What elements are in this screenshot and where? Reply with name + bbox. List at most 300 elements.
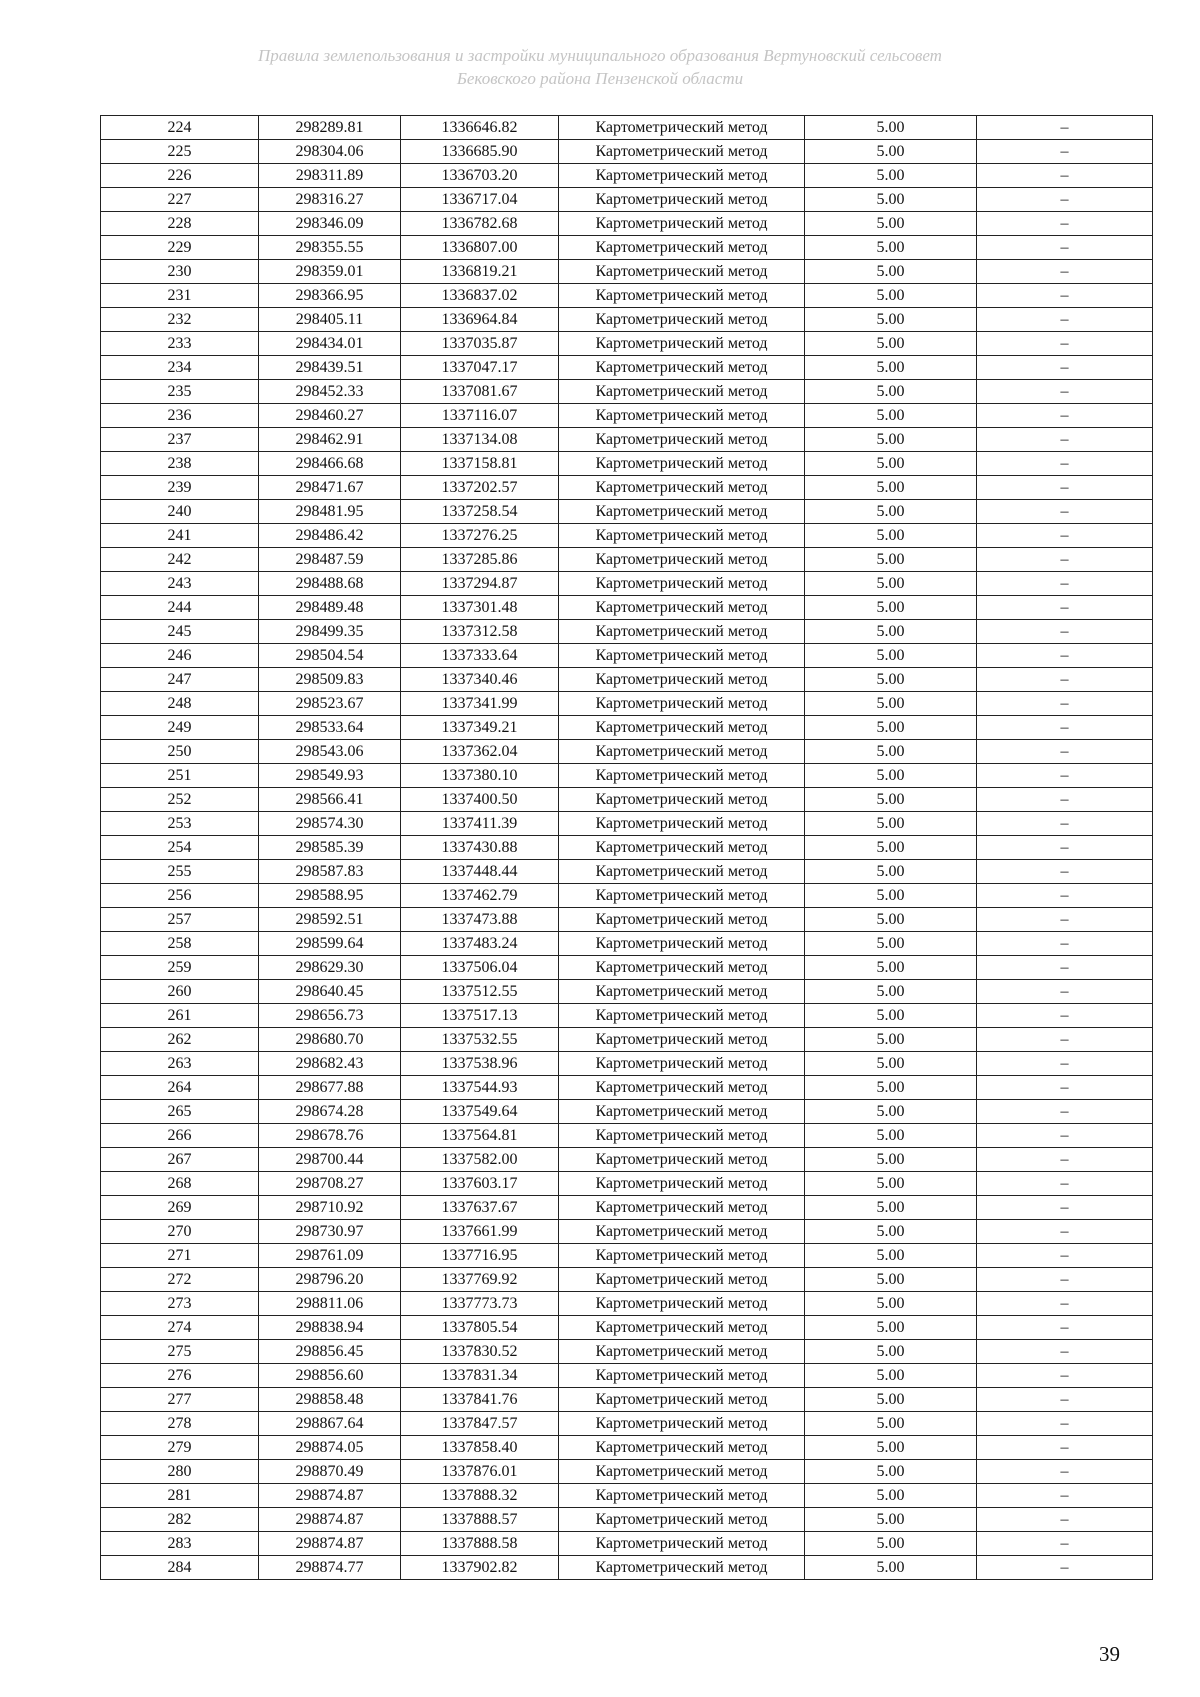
point-number-cell: 272 [101, 1268, 259, 1292]
point-number-cell: 277 [101, 1388, 259, 1412]
method-cell: Картометрический метод [559, 356, 805, 380]
note-cell: – [977, 1556, 1153, 1580]
x-coordinate-cell: 298466.68 [259, 452, 401, 476]
accuracy-cell: 5.00 [805, 1508, 977, 1532]
method-cell: Картометрический метод [559, 692, 805, 716]
accuracy-cell: 5.00 [805, 1148, 977, 1172]
y-coordinate-cell: 1337400.50 [401, 788, 559, 812]
accuracy-cell: 5.00 [805, 1412, 977, 1436]
document-header [100, 44, 1100, 90]
note-cell: – [977, 836, 1153, 860]
y-coordinate-cell: 1337430.88 [401, 836, 559, 860]
header-line-2: Бековского района Пензенской области [456, 69, 744, 88]
method-cell: Картометрический метод [559, 1412, 805, 1436]
table-row [101, 212, 1153, 236]
x-coordinate-cell: 298439.51 [259, 356, 401, 380]
y-coordinate-cell: 1337448.44 [401, 860, 559, 884]
method-cell: Картометрический метод [559, 212, 805, 236]
note-cell: – [977, 812, 1153, 836]
y-coordinate-cell: 1337888.57 [401, 1508, 559, 1532]
accuracy-cell: 5.00 [805, 380, 977, 404]
x-coordinate-cell: 298838.94 [259, 1316, 401, 1340]
table-row [101, 548, 1153, 572]
table-row [101, 1556, 1153, 1580]
accuracy-cell: 5.00 [805, 860, 977, 884]
point-number-cell: 273 [101, 1292, 259, 1316]
y-coordinate-cell: 1337341.99 [401, 692, 559, 716]
method-cell: Картометрический метод [559, 1316, 805, 1340]
y-coordinate-cell: 1336807.00 [401, 236, 559, 260]
y-coordinate-cell: 1337285.86 [401, 548, 559, 572]
accuracy-cell: 5.00 [805, 620, 977, 644]
method-cell: Картометрический метод [559, 116, 805, 140]
note-cell: – [977, 332, 1153, 356]
x-coordinate-cell: 298523.67 [259, 692, 401, 716]
accuracy-cell: 5.00 [805, 1124, 977, 1148]
y-coordinate-cell: 1337841.76 [401, 1388, 559, 1412]
method-cell: Картометрический метод [559, 1124, 805, 1148]
accuracy-cell: 5.00 [805, 1100, 977, 1124]
table-row [101, 572, 1153, 596]
note-cell: – [977, 1364, 1153, 1388]
y-coordinate-cell: 1337158.81 [401, 452, 559, 476]
x-coordinate-cell: 298680.70 [259, 1028, 401, 1052]
table-row [101, 1364, 1153, 1388]
accuracy-cell: 5.00 [805, 1052, 977, 1076]
y-coordinate-cell: 1337047.17 [401, 356, 559, 380]
table-row [101, 1028, 1153, 1052]
table-row [101, 1508, 1153, 1532]
table-row [101, 884, 1153, 908]
y-coordinate-cell: 1337462.79 [401, 884, 559, 908]
note-cell: – [977, 1172, 1153, 1196]
method-cell: Картометрический метод [559, 1508, 805, 1532]
accuracy-cell: 5.00 [805, 188, 977, 212]
method-cell: Картометрический метод [559, 1028, 805, 1052]
point-number-cell: 282 [101, 1508, 259, 1532]
note-cell: – [977, 164, 1153, 188]
x-coordinate-cell: 298471.67 [259, 476, 401, 500]
x-coordinate-cell: 298574.30 [259, 812, 401, 836]
note-cell: – [977, 1220, 1153, 1244]
coordinates-table-body [101, 116, 1153, 1580]
x-coordinate-cell: 298656.73 [259, 1004, 401, 1028]
point-number-cell: 239 [101, 476, 259, 500]
x-coordinate-cell: 298355.55 [259, 236, 401, 260]
table-row [101, 1388, 1153, 1412]
x-coordinate-cell: 298499.35 [259, 620, 401, 644]
method-cell: Картометрический метод [559, 1364, 805, 1388]
note-cell: – [977, 1004, 1153, 1028]
point-number-cell: 227 [101, 188, 259, 212]
table-row [101, 404, 1153, 428]
x-coordinate-cell: 298674.28 [259, 1100, 401, 1124]
x-coordinate-cell: 298874.05 [259, 1436, 401, 1460]
table-row [101, 812, 1153, 836]
point-number-cell: 251 [101, 764, 259, 788]
table-row [101, 1004, 1153, 1028]
method-cell: Картометрический метод [559, 1004, 805, 1028]
x-coordinate-cell: 298730.97 [259, 1220, 401, 1244]
x-coordinate-cell: 298462.91 [259, 428, 401, 452]
table-row [101, 1196, 1153, 1220]
x-coordinate-cell: 298549.93 [259, 764, 401, 788]
x-coordinate-cell: 298640.45 [259, 980, 401, 1004]
note-cell: – [977, 188, 1153, 212]
table-row [101, 1244, 1153, 1268]
table-row [101, 644, 1153, 668]
note-cell: – [977, 1508, 1153, 1532]
y-coordinate-cell: 1336685.90 [401, 140, 559, 164]
accuracy-cell: 5.00 [805, 476, 977, 500]
y-coordinate-cell: 1337294.87 [401, 572, 559, 596]
point-number-cell: 263 [101, 1052, 259, 1076]
accuracy-cell: 5.00 [805, 1220, 977, 1244]
x-coordinate-cell: 298460.27 [259, 404, 401, 428]
point-number-cell: 230 [101, 260, 259, 284]
x-coordinate-cell: 298682.43 [259, 1052, 401, 1076]
table-row [101, 284, 1153, 308]
y-coordinate-cell: 1337202.57 [401, 476, 559, 500]
method-cell: Картометрический метод [559, 380, 805, 404]
method-cell: Картометрический метод [559, 1268, 805, 1292]
method-cell: Картометрический метод [559, 1532, 805, 1556]
y-coordinate-cell: 1337035.87 [401, 332, 559, 356]
method-cell: Картометрический метод [559, 668, 805, 692]
y-coordinate-cell: 1337258.54 [401, 500, 559, 524]
method-cell: Картометрический метод [559, 956, 805, 980]
table-row [101, 980, 1153, 1004]
method-cell: Картометрический метод [559, 812, 805, 836]
y-coordinate-cell: 1337888.32 [401, 1484, 559, 1508]
note-cell: – [977, 116, 1153, 140]
accuracy-cell: 5.00 [805, 428, 977, 452]
point-number-cell: 265 [101, 1100, 259, 1124]
x-coordinate-cell: 298874.87 [259, 1532, 401, 1556]
point-number-cell: 264 [101, 1076, 259, 1100]
x-coordinate-cell: 298486.42 [259, 524, 401, 548]
accuracy-cell: 5.00 [805, 1460, 977, 1484]
method-cell: Картометрический метод [559, 1220, 805, 1244]
note-cell: – [977, 356, 1153, 380]
accuracy-cell: 5.00 [805, 140, 977, 164]
note-cell: – [977, 1532, 1153, 1556]
note-cell: – [977, 1412, 1153, 1436]
table-row [101, 1340, 1153, 1364]
point-number-cell: 246 [101, 644, 259, 668]
y-coordinate-cell: 1337473.88 [401, 908, 559, 932]
method-cell: Картометрический метод [559, 1076, 805, 1100]
method-cell: Картометрический метод [559, 1100, 805, 1124]
accuracy-cell: 5.00 [805, 308, 977, 332]
x-coordinate-cell: 298366.95 [259, 284, 401, 308]
table-row [101, 164, 1153, 188]
note-cell: – [977, 620, 1153, 644]
accuracy-cell: 5.00 [805, 1436, 977, 1460]
method-cell: Картометрический метод [559, 332, 805, 356]
table-row [101, 860, 1153, 884]
y-coordinate-cell: 1337773.73 [401, 1292, 559, 1316]
table-row [101, 236, 1153, 260]
point-number-cell: 256 [101, 884, 259, 908]
x-coordinate-cell: 298587.83 [259, 860, 401, 884]
method-cell: Картометрический метод [559, 620, 805, 644]
note-cell: – [977, 1196, 1153, 1220]
accuracy-cell: 5.00 [805, 1364, 977, 1388]
method-cell: Картометрический метод [559, 548, 805, 572]
note-cell: – [977, 404, 1153, 428]
method-cell: Картометрический метод [559, 1244, 805, 1268]
note-cell: – [977, 932, 1153, 956]
note-cell: – [977, 212, 1153, 236]
point-number-cell: 244 [101, 596, 259, 620]
y-coordinate-cell: 1337333.64 [401, 644, 559, 668]
y-coordinate-cell: 1337603.17 [401, 1172, 559, 1196]
x-coordinate-cell: 298796.20 [259, 1268, 401, 1292]
y-coordinate-cell: 1336646.82 [401, 116, 559, 140]
method-cell: Картометрический метод [559, 404, 805, 428]
note-cell: – [977, 1268, 1153, 1292]
accuracy-cell: 5.00 [805, 980, 977, 1004]
x-coordinate-cell: 298708.27 [259, 1172, 401, 1196]
table-row [101, 1460, 1153, 1484]
x-coordinate-cell: 298700.44 [259, 1148, 401, 1172]
x-coordinate-cell: 298856.45 [259, 1340, 401, 1364]
y-coordinate-cell: 1337830.52 [401, 1340, 559, 1364]
accuracy-cell: 5.00 [805, 1484, 977, 1508]
table-row [101, 116, 1153, 140]
y-coordinate-cell: 1337582.00 [401, 1148, 559, 1172]
note-cell: – [977, 548, 1153, 572]
table-row [101, 764, 1153, 788]
point-number-cell: 226 [101, 164, 259, 188]
note-cell: – [977, 380, 1153, 404]
note-cell: – [977, 1292, 1153, 1316]
accuracy-cell: 5.00 [805, 644, 977, 668]
method-cell: Картометрический метод [559, 740, 805, 764]
y-coordinate-cell: 1337276.25 [401, 524, 559, 548]
method-cell: Картометрический метод [559, 764, 805, 788]
accuracy-cell: 5.00 [805, 284, 977, 308]
point-number-cell: 240 [101, 500, 259, 524]
table-row [101, 740, 1153, 764]
table-row [101, 356, 1153, 380]
x-coordinate-cell: 298289.81 [259, 116, 401, 140]
method-cell: Картометрический метод [559, 236, 805, 260]
table-row [101, 260, 1153, 284]
method-cell: Картометрический метод [559, 260, 805, 284]
point-number-cell: 250 [101, 740, 259, 764]
x-coordinate-cell: 298858.48 [259, 1388, 401, 1412]
method-cell: Картометрический метод [559, 788, 805, 812]
note-cell: – [977, 692, 1153, 716]
point-number-cell: 283 [101, 1532, 259, 1556]
table-row [101, 380, 1153, 404]
point-number-cell: 268 [101, 1172, 259, 1196]
method-cell: Картометрический метод [559, 188, 805, 212]
method-cell: Картометрический метод [559, 1460, 805, 1484]
note-cell: – [977, 1076, 1153, 1100]
accuracy-cell: 5.00 [805, 1268, 977, 1292]
point-number-cell: 224 [101, 116, 259, 140]
x-coordinate-cell: 298304.06 [259, 140, 401, 164]
y-coordinate-cell: 1337847.57 [401, 1412, 559, 1436]
note-cell: – [977, 260, 1153, 284]
point-number-cell: 237 [101, 428, 259, 452]
accuracy-cell: 5.00 [805, 500, 977, 524]
table-row [101, 1148, 1153, 1172]
table-row [101, 1292, 1153, 1316]
note-cell: – [977, 956, 1153, 980]
y-coordinate-cell: 1337340.46 [401, 668, 559, 692]
method-cell: Картометрический метод [559, 1196, 805, 1220]
point-number-cell: 225 [101, 140, 259, 164]
note-cell: – [977, 1460, 1153, 1484]
y-coordinate-cell: 1337769.92 [401, 1268, 559, 1292]
point-number-cell: 270 [101, 1220, 259, 1244]
method-cell: Картометрический метод [559, 1556, 805, 1580]
accuracy-cell: 5.00 [805, 404, 977, 428]
y-coordinate-cell: 1337517.13 [401, 1004, 559, 1028]
accuracy-cell: 5.00 [805, 740, 977, 764]
x-coordinate-cell: 298434.01 [259, 332, 401, 356]
x-coordinate-cell: 298509.83 [259, 668, 401, 692]
accuracy-cell: 5.00 [805, 212, 977, 236]
table-row [101, 932, 1153, 956]
note-cell: – [977, 1484, 1153, 1508]
method-cell: Картометрический метод [559, 1388, 805, 1412]
y-coordinate-cell: 1336837.02 [401, 284, 559, 308]
point-number-cell: 233 [101, 332, 259, 356]
table-row [101, 1172, 1153, 1196]
y-coordinate-cell: 1337888.58 [401, 1532, 559, 1556]
table-row [101, 788, 1153, 812]
point-number-cell: 235 [101, 380, 259, 404]
note-cell: – [977, 1052, 1153, 1076]
x-coordinate-cell: 298874.87 [259, 1508, 401, 1532]
accuracy-cell: 5.00 [805, 908, 977, 932]
table-row [101, 1316, 1153, 1340]
table-row [101, 1484, 1153, 1508]
method-cell: Картометрический метод [559, 1172, 805, 1196]
method-cell: Картометрический метод [559, 1484, 805, 1508]
x-coordinate-cell: 298487.59 [259, 548, 401, 572]
table-row [101, 140, 1153, 164]
note-cell: – [977, 788, 1153, 812]
note-cell: – [977, 668, 1153, 692]
note-cell: – [977, 500, 1153, 524]
table-row [101, 500, 1153, 524]
accuracy-cell: 5.00 [805, 1532, 977, 1556]
note-cell: – [977, 1340, 1153, 1364]
accuracy-cell: 5.00 [805, 1028, 977, 1052]
x-coordinate-cell: 298405.11 [259, 308, 401, 332]
point-number-cell: 243 [101, 572, 259, 596]
y-coordinate-cell: 1337362.04 [401, 740, 559, 764]
accuracy-cell: 5.00 [805, 1004, 977, 1028]
table-row [101, 620, 1153, 644]
table-row [101, 476, 1153, 500]
x-coordinate-cell: 298870.49 [259, 1460, 401, 1484]
x-coordinate-cell: 298629.30 [259, 956, 401, 980]
y-coordinate-cell: 1337349.21 [401, 716, 559, 740]
point-number-cell: 245 [101, 620, 259, 644]
note-cell: – [977, 716, 1153, 740]
method-cell: Картометрический метод [559, 980, 805, 1004]
table-row [101, 188, 1153, 212]
table-row [101, 1100, 1153, 1124]
note-cell: – [977, 428, 1153, 452]
accuracy-cell: 5.00 [805, 1556, 977, 1580]
accuracy-cell: 5.00 [805, 596, 977, 620]
x-coordinate-cell: 298346.09 [259, 212, 401, 236]
accuracy-cell: 5.00 [805, 236, 977, 260]
x-coordinate-cell: 298710.92 [259, 1196, 401, 1220]
accuracy-cell: 5.00 [805, 116, 977, 140]
table-row [101, 1412, 1153, 1436]
method-cell: Картометрический метод [559, 884, 805, 908]
table-row [101, 524, 1153, 548]
note-cell: – [977, 572, 1153, 596]
y-coordinate-cell: 1337831.34 [401, 1364, 559, 1388]
coordinates-table [100, 115, 1153, 1580]
point-number-cell: 241 [101, 524, 259, 548]
y-coordinate-cell: 1336717.04 [401, 188, 559, 212]
accuracy-cell: 5.00 [805, 764, 977, 788]
x-coordinate-cell: 298452.33 [259, 380, 401, 404]
method-cell: Картометрический метод [559, 572, 805, 596]
x-coordinate-cell: 298592.51 [259, 908, 401, 932]
table-row [101, 692, 1153, 716]
table-row [101, 452, 1153, 476]
method-cell: Картометрический метод [559, 716, 805, 740]
point-number-cell: 229 [101, 236, 259, 260]
y-coordinate-cell: 1337301.48 [401, 596, 559, 620]
accuracy-cell: 5.00 [805, 956, 977, 980]
point-number-cell: 252 [101, 788, 259, 812]
method-cell: Картометрический метод [559, 284, 805, 308]
method-cell: Картометрический метод [559, 596, 805, 620]
note-cell: – [977, 524, 1153, 548]
accuracy-cell: 5.00 [805, 1316, 977, 1340]
accuracy-cell: 5.00 [805, 1076, 977, 1100]
point-number-cell: 275 [101, 1340, 259, 1364]
method-cell: Картометрический метод [559, 524, 805, 548]
method-cell: Картометрический метод [559, 164, 805, 188]
point-number-cell: 254 [101, 836, 259, 860]
note-cell: – [977, 1028, 1153, 1052]
x-coordinate-cell: 298856.60 [259, 1364, 401, 1388]
x-coordinate-cell: 298359.01 [259, 260, 401, 284]
y-coordinate-cell: 1337380.10 [401, 764, 559, 788]
note-cell: – [977, 980, 1153, 1004]
point-number-cell: 266 [101, 1124, 259, 1148]
x-coordinate-cell: 298585.39 [259, 836, 401, 860]
point-number-cell: 262 [101, 1028, 259, 1052]
accuracy-cell: 5.00 [805, 260, 977, 284]
method-cell: Картометрический метод [559, 140, 805, 164]
note-cell: – [977, 1244, 1153, 1268]
accuracy-cell: 5.00 [805, 452, 977, 476]
table-row [101, 1268, 1153, 1292]
y-coordinate-cell: 1337858.40 [401, 1436, 559, 1460]
x-coordinate-cell: 298677.88 [259, 1076, 401, 1100]
point-number-cell: 279 [101, 1436, 259, 1460]
y-coordinate-cell: 1337081.67 [401, 380, 559, 404]
method-cell: Картометрический метод [559, 932, 805, 956]
y-coordinate-cell: 1337411.39 [401, 812, 559, 836]
accuracy-cell: 5.00 [805, 692, 977, 716]
